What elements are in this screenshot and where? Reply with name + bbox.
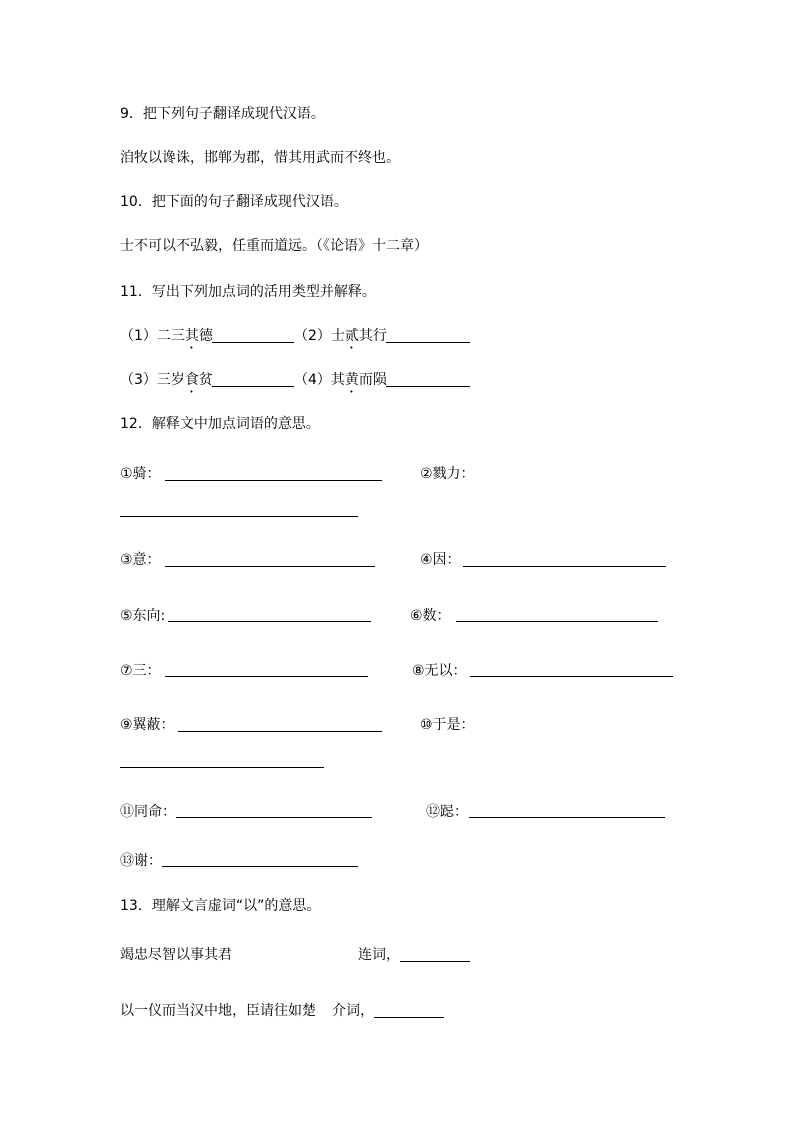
- q11-item-2-blank[interactable]: [386, 342, 470, 343]
- q12-item-5-label: ⑤东向:: [120, 608, 166, 624]
- q12-item-10-label: ⑩于是：: [420, 717, 475, 733]
- q12-item-4-label: ④因：: [420, 552, 461, 568]
- q12-item-4-blank[interactable]: [463, 566, 666, 567]
- q9-sentence: 洎牧以谗诛，邯郸为郡，惜其用武而不终也。: [120, 150, 400, 166]
- q12-item-11-blank[interactable]: [176, 817, 372, 818]
- q11-item-4-dotted-word: 黄: [344, 372, 359, 388]
- q11-item-2-dotted-word: 贰: [344, 328, 359, 344]
- q12-item-11-label: ⑪同命：: [120, 804, 176, 820]
- q12-item-1-blank[interactable]: [165, 480, 382, 481]
- q11-item-1-dotted-word: 其: [184, 328, 199, 344]
- q11-item-3-dotted-word: 食: [184, 372, 199, 388]
- q13-row-1-type: 连词，: [358, 947, 400, 963]
- q12-item-5-blank[interactable]: [168, 621, 371, 622]
- q12-item-9-blank[interactable]: [178, 731, 382, 732]
- q13-row-1-sentence: 竭忠尽智以事其君: [120, 947, 232, 963]
- q12-item-8-blank[interactable]: [470, 676, 673, 677]
- q12-item-8-label: ⑧无以：: [412, 663, 467, 679]
- q12-item-2-blank[interactable]: [120, 516, 358, 517]
- q12-item-1-label: ①骑：: [120, 466, 161, 482]
- q12-item-6-label: ⑥数：: [410, 608, 451, 624]
- q12-item-13-blank[interactable]: [162, 866, 358, 867]
- q10-sentence: 士不可以不弘毅，任重而道远。（《论语》十二章）: [120, 238, 428, 254]
- q12-item-10-blank[interactable]: [120, 767, 324, 768]
- q12-item-7-label: ⑦三：: [120, 663, 161, 679]
- q12-item-13-label: ⑬谢：: [120, 853, 162, 869]
- q12-item-6-blank[interactable]: [456, 621, 658, 622]
- q11-item-1: （1）二三其德: [120, 328, 213, 344]
- q13-row-2-blank[interactable]: [374, 1017, 444, 1018]
- q11-item-2: （2）士贰其行: [294, 328, 387, 344]
- q12-item-3-label: ③意：: [120, 552, 161, 568]
- q9-title: 9．把下列句子翻译成现代汉语。: [120, 106, 325, 122]
- q13-row-2-type: 介词，: [332, 1003, 374, 1019]
- q12-item-9-label: ⑨翼蔽：: [120, 717, 175, 733]
- q11-title: 11．写出下列加点词的活用类型并解释。: [120, 284, 376, 300]
- q12-item-2-label: ②戮力：: [420, 466, 475, 482]
- q12-item-12-blank[interactable]: [469, 817, 665, 818]
- q10-title: 10．把下面的句子翻译成现代汉语。: [120, 194, 348, 210]
- q11-item-3: （3）三岁食贫: [120, 372, 213, 388]
- q13-row-2-sentence: 以一仪而当汉中地，臣请往如楚: [120, 1003, 316, 1019]
- q11-item-4: （4）其黄而陨: [294, 372, 387, 388]
- q11-item-1-blank[interactable]: [212, 342, 294, 343]
- q13-title: 13．理解文言虚词“以”的意思。: [120, 898, 321, 914]
- q12-item-3-blank[interactable]: [165, 566, 375, 567]
- q12-item-7-blank[interactable]: [165, 676, 368, 677]
- q11-item-4-blank[interactable]: [386, 386, 470, 387]
- q12-title: 12．解释文中加点词语的意思。: [120, 416, 320, 432]
- q13-row-1-blank[interactable]: [400, 961, 470, 962]
- q12-item-12-label: ⑫跽：: [426, 804, 468, 820]
- q11-item-3-blank[interactable]: [212, 386, 294, 387]
